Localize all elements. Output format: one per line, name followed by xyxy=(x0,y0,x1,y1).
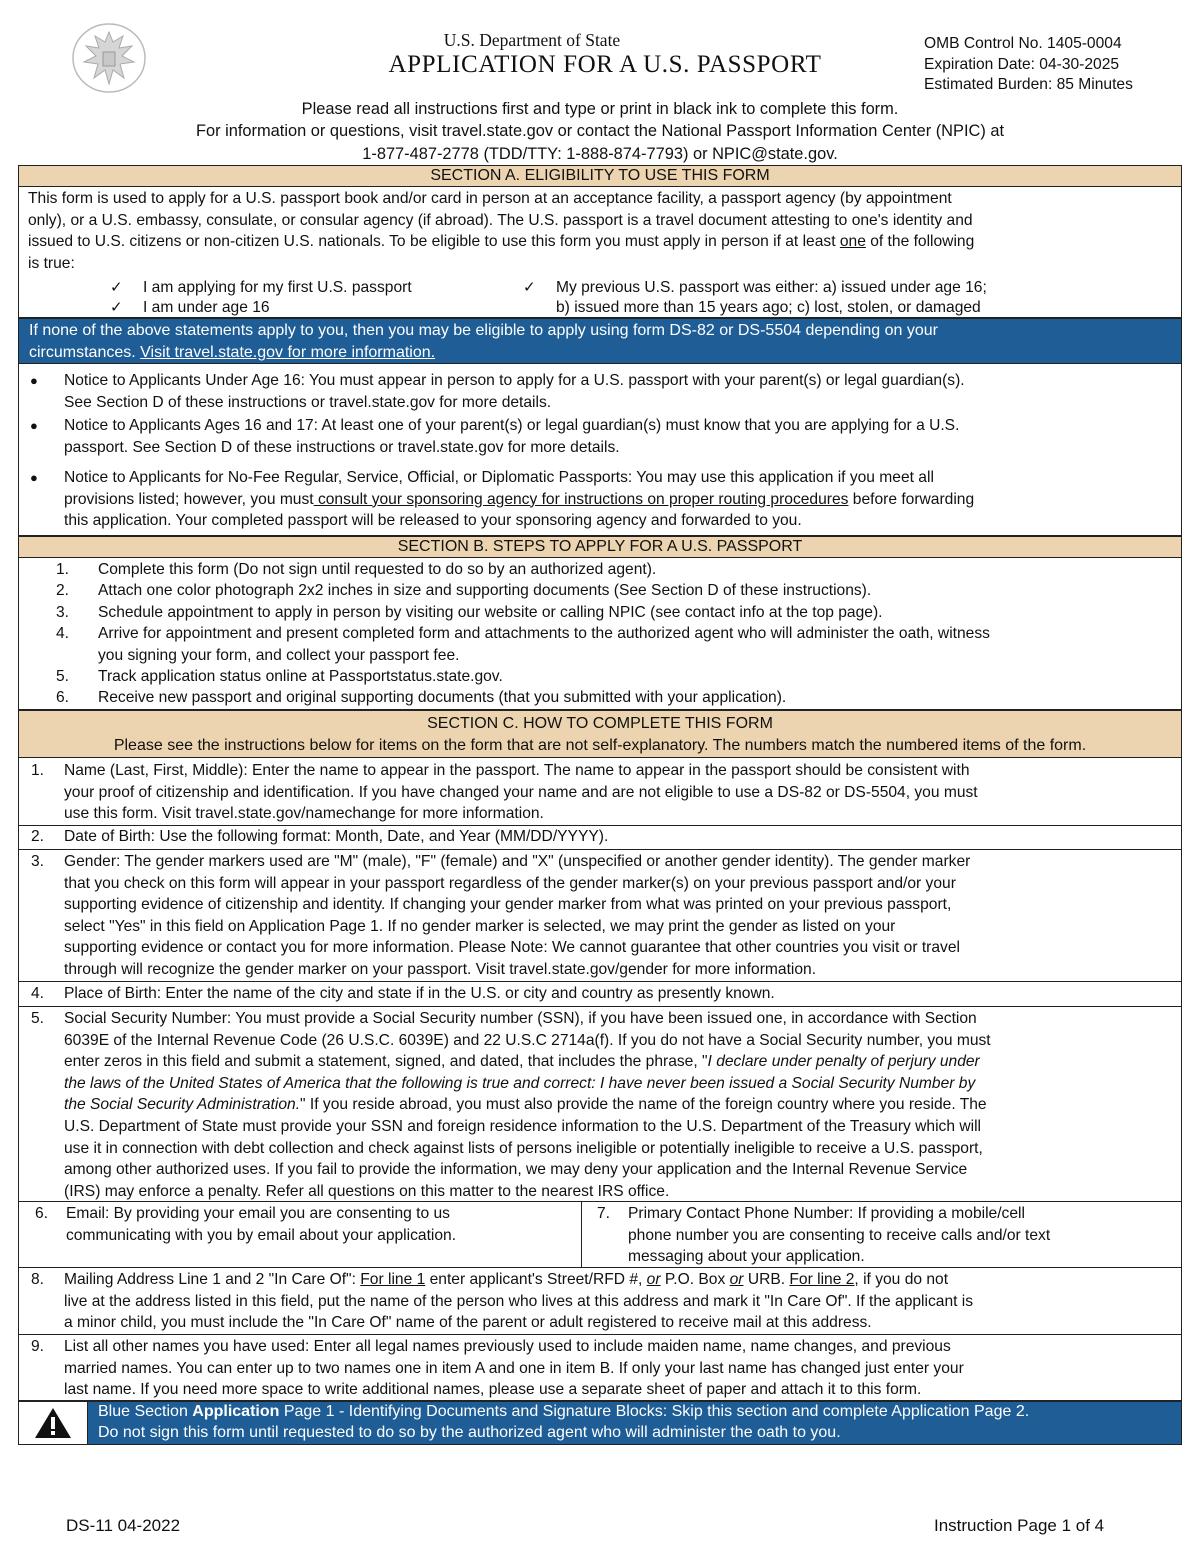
notice-line xyxy=(98,1402,1171,1423)
checkmark-icon: ✓ xyxy=(523,279,536,296)
notice-text: before forwarding xyxy=(848,490,975,508)
notice-line xyxy=(64,489,974,511)
section-a-intro xyxy=(28,188,1174,274)
item-line: phone number you are consenting to receive calls and/or text xyxy=(628,1226,1051,1244)
item-number: 6. xyxy=(34,1205,48,1222)
notice-line: passport. See Section D of these instructions or travel.state.gov for more details. xyxy=(64,438,620,456)
item-line: Email: By providing your email you are consenting to us xyxy=(66,1205,450,1222)
intro-line: only), or a U.S. embassy, consulate, or consular agency (if abroad). The U.S. passport is a travel document attesting to one's identity and xyxy=(28,211,973,229)
item-line: among other authorized uses. If you fail to provide the information, we may deny your application and the Internal Revenue Service xyxy=(64,1161,968,1179)
step-number: 4. xyxy=(56,625,70,643)
intro-line: is true: xyxy=(28,254,75,272)
item-number: 8. xyxy=(30,1271,44,1288)
divider xyxy=(581,1201,582,1267)
step-text: Track application status online at Passportstatus.state.gov. xyxy=(98,668,503,686)
item-number: 7. xyxy=(596,1205,610,1222)
item-line: that you check on this form will appear in your passport regardless of the gender marker(s) on your previous passport and/or your xyxy=(64,874,956,892)
item-emphasis: For line 1 xyxy=(360,1271,426,1288)
banner-line xyxy=(29,342,1171,364)
item-line: messaging about your application. xyxy=(628,1248,865,1266)
step-row xyxy=(56,602,990,623)
step-row xyxy=(56,623,990,644)
item-line: U.S. Department of State must provide your SSN and foreign residence information to the U.S. Department of the Treasury which will xyxy=(64,1117,981,1135)
banner-text: circumstances. xyxy=(29,343,141,361)
item-line: use this form. Visit travel.state.gov/namechange for more information. xyxy=(64,805,544,823)
bullet-icon: ● xyxy=(30,470,38,485)
checkmark-icon: ✓ xyxy=(110,279,123,296)
step-number: 3. xyxy=(56,603,70,621)
divider xyxy=(18,981,1182,982)
blue-section-notice xyxy=(88,1401,1182,1445)
notice-text: provisions listed; however, you must xyxy=(64,490,314,508)
intro-text: of the following xyxy=(865,233,975,251)
item-line: your proof of citizenship and identification. If you have changed your name and are not eligible to use a DS-82 or DS-5504, you must xyxy=(64,783,978,801)
item-1-name xyxy=(64,760,978,825)
estimated-burden: Estimated Burden: 85 Minutes xyxy=(924,76,1133,93)
warning-triangle-icon xyxy=(33,1406,73,1440)
eligibility-under-16: I am under age 16 xyxy=(143,299,270,316)
notice-emphasis: Application xyxy=(192,1403,280,1420)
item-emphasis: or xyxy=(729,1271,744,1288)
item-emphasis: or xyxy=(646,1271,661,1288)
more-info-link[interactable]: Visit travel.state.gov for more information. xyxy=(140,343,436,361)
step-row xyxy=(56,580,990,601)
notice-emphasis: consult your sponsoring agency for instructions on proper routing procedures xyxy=(313,490,849,508)
item-text: enter zeros in this field and submit a statement, signed, and dated, that includes the phrase, " xyxy=(64,1053,708,1071)
item-line: Name (Last, First, Middle): Enter the name to appear in the passport. The name to appear in the passport should be consistent with xyxy=(64,762,970,779)
section-b-heading: SECTION B. STEPS TO APPLY FOR A U.S. PASSPORT xyxy=(18,536,1182,558)
form-title: APPLICATION FOR A U.S. PASSPORT xyxy=(388,51,822,78)
intro-emphasis: one xyxy=(839,233,866,251)
banner-line: If none of the above statements apply to you, then you may be eligible to apply using form DS-82 or DS-5504 depending on your xyxy=(29,322,939,339)
divider xyxy=(18,1006,1182,1007)
item-line xyxy=(64,1269,973,1291)
item-text: URB. xyxy=(743,1271,790,1288)
item-line: supporting evidence of citizenship and identity. If changing your gender marker from what was printed on your previous passport, xyxy=(64,896,952,914)
item-text: " If you reside abroad, you must also provide the name of the foreign country where you reside. The xyxy=(300,1096,987,1114)
item-line: 6039E of the Internal Revenue Code (26 U.S.C. 6039E) and 22 U.S.C 2714a(f). If you do not have a Social Security number, you must xyxy=(64,1031,991,1049)
item-line xyxy=(64,1094,991,1116)
notice-line: Do not sign this form until requested to do so by the authorized agent who will administer the oath to you. xyxy=(98,1423,841,1441)
eligibility-previous-passport: My previous U.S. passport was either: a) issued under age 16; xyxy=(556,279,987,296)
header-line-3: 1-877-487-2778 (TDD/TTY: 1-888-874-7793) or NPIC@state.gov. xyxy=(362,144,838,163)
perjury-statement: the laws of the United States of America that the following is true and correct: I have never been issued a Social Security Number by xyxy=(64,1074,976,1092)
notice-ages-16-17 xyxy=(64,415,959,458)
divider xyxy=(18,1201,1182,1202)
item-line: Social Security Number: You must provide a Social Security number (SSN), if you have been issued one, in accordance with Section xyxy=(64,1010,977,1027)
item-line: supporting evidence or contact you for more information. Please Note: We cannot guarantee that other countries you visit or travel xyxy=(64,939,960,957)
omb-control-number: OMB Control No. 1405-0004 xyxy=(924,35,1122,52)
step-row xyxy=(56,645,990,666)
intro-line: This form is used to apply for a U.S. passport book and/or card in person at an acceptance facility, a passport agency (by appointment xyxy=(28,190,952,207)
expiration-date: Expiration Date: 04-30-2025 xyxy=(924,55,1120,73)
item-text: Mailing Address Line 1 and 2 "In Care Of": xyxy=(64,1271,361,1288)
checkmark-icon: ✓ xyxy=(110,299,123,316)
item-text: P.O. Box xyxy=(660,1271,730,1288)
divider xyxy=(18,1267,1182,1268)
section-c-heading-block xyxy=(18,710,1182,758)
item-number: 2. xyxy=(30,828,44,845)
form-identifier: DS-11 04-2022 xyxy=(66,1516,181,1535)
eligibility-previous-passport-cont: b) issued more than 15 years ago; c) lost, stolen, or damaged xyxy=(556,299,981,316)
item-emphasis: For line 2 xyxy=(789,1271,855,1288)
step-text: Complete this form (Do not sign until requested to do so by an authorized agent). xyxy=(98,561,657,578)
notice-text: Blue Section xyxy=(98,1403,193,1420)
page-number: Instruction Page 1 of 4 xyxy=(934,1516,1105,1535)
divider xyxy=(18,1334,1182,1335)
item-number: 3. xyxy=(30,853,44,870)
step-text: you signing your form, and collect your passport fee. xyxy=(98,646,460,664)
item-9-other-names xyxy=(64,1336,964,1401)
item-number: 1. xyxy=(30,762,44,779)
item-6-email xyxy=(66,1203,456,1246)
item-number: 5. xyxy=(30,1010,44,1027)
item-line: Primary Contact Phone Number: If providing a mobile/cell xyxy=(628,1205,1025,1222)
header-line-1: Please read all instructions first and type or print in black ink to complete this form. xyxy=(301,100,899,118)
section-a-heading: SECTION A. ELIGIBILITY TO USE THIS FORM xyxy=(18,165,1182,187)
divider xyxy=(18,849,1182,850)
notice-line: Notice to Applicants Under Age 16: You must appear in person to apply for a U.S. passport with your parent(s) or legal guardian(s). xyxy=(64,372,965,389)
item-4-place-of-birth: Place of Birth: Enter the name of the city and state if in the U.S. or city and country as presently known. xyxy=(64,985,775,1002)
item-number: 9. xyxy=(30,1338,44,1355)
item-number: 4. xyxy=(30,985,44,1002)
step-row xyxy=(56,687,990,708)
notice-line: Notice to Applicants for No-Fee Regular, Service, Official, or Diplomatic Passports: You may use this application if you meet all xyxy=(64,469,934,486)
item-line: List all other names you have used: Enter all legal names previously used to include maiden name, name changes, and previous xyxy=(64,1338,951,1355)
item-line: married names. You can enter up to two names one in item A and one in item B. If only your last name has changed just enter your xyxy=(64,1359,964,1377)
notice-under-16 xyxy=(64,370,965,413)
item-5-ssn xyxy=(64,1008,991,1202)
notice-line: See Section D of these instructions or travel.state.gov for more details. xyxy=(64,393,552,411)
step-text: Arrive for appointment and present completed form and attachments to the authorized agent who will administer the oath, witness xyxy=(98,625,990,643)
step-row xyxy=(56,666,990,687)
step-text: Schedule appointment to apply in person by visiting our website or calling NPIC (see contact info at the top page). xyxy=(98,603,883,621)
item-line: (IRS) may enforce a penalty. Refer all questions on this matter to the nearest IRS office. xyxy=(64,1182,670,1200)
notice-no-fee-passports xyxy=(64,467,974,532)
item-7-phone xyxy=(628,1203,1050,1268)
item-line: a minor child, you must include the "In Care Of" name of the parent or adult registered to receive mail at this address. xyxy=(64,1314,872,1332)
bullet-icon: ● xyxy=(30,373,38,388)
item-line: through will recognize the gender marker on your passport. Visit travel.state.gov/gender for more information. xyxy=(64,960,817,978)
step-number: 6. xyxy=(56,689,70,707)
step-number: 1. xyxy=(56,561,70,578)
section-c-subheading: Please see the instructions below for items on the form that are not self-explanatory. The numbers match the numbered items of the form. xyxy=(113,736,1087,754)
notice-line: Notice to Applicants Ages 16 and 17: At least one of your parent(s) or legal guardian(s) must know that you are applying for a U.S. xyxy=(64,417,960,434)
section-a-alternate-forms-banner xyxy=(18,318,1182,364)
notice-line: this application. Your completed passport will be released to your sponsoring agency and forwarded to you. xyxy=(64,512,802,530)
step-text: Receive new passport and original supporting documents (that you submitted with your application). xyxy=(98,689,787,707)
item-line: live at the address listed in this field, put the name of the person who lives at this address and mark it "In Care Of". If the applicant is xyxy=(64,1292,974,1310)
bullet-icon: ● xyxy=(30,418,38,433)
notice-text: Page 1 - Identifying Documents and Signature Blocks: Skip this section and complete Application Page 2. xyxy=(279,1403,1030,1420)
item-2-date-of-birth: Date of Birth: Use the following format: Month, Date, and Year (MM/DD/YYYY). xyxy=(64,828,609,845)
item-line xyxy=(64,1051,991,1073)
step-number: 5. xyxy=(56,668,70,686)
item-line: Gender: The gender markers used are "M" (male), "F" (female) and "X" (unspecified or another gender identity). The gender marker xyxy=(64,853,971,870)
item-text: , if you do not xyxy=(854,1271,949,1288)
perjury-statement: I declare under penalty of perjury under xyxy=(707,1053,980,1071)
item-line: use it in connection with debt collection and check against lists of persons ineligible or potentially ineligible to receive a U.S. passport, xyxy=(64,1139,983,1157)
section-b-steps xyxy=(56,559,990,709)
item-line: last name. If you need more space to write additional names, please use a separate sheet of paper and attach it to this form. xyxy=(64,1381,922,1399)
intro-line xyxy=(28,231,1174,253)
item-8-mailing-address xyxy=(64,1269,973,1334)
item-3-gender xyxy=(64,851,970,981)
warning-box xyxy=(18,1401,88,1445)
omb-block xyxy=(924,34,1133,96)
header-line-2: For information or questions, visit travel.state.gov or contact the National Passport Information Center (NPIC) at xyxy=(195,122,1005,141)
step-number: 2. xyxy=(56,582,70,600)
item-line: select "Yes" in this field on Application Page 1. If no gender marker is selected, we may print the gender as listed on your xyxy=(64,917,896,935)
intro-text: issued to U.S. citizens or non-citizen U.S. nationals. To be eligible to use this form you must apply in person if at least xyxy=(28,233,840,251)
step-text: Attach one color photograph 2x2 inches in size and supporting documents (See Section D of these instructions). xyxy=(98,582,872,600)
section-c-heading: SECTION C. HOW TO COMPLETE THIS FORM xyxy=(427,715,773,732)
item-text: enter applicant's Street/RFD #, xyxy=(425,1271,647,1288)
eligibility-first-passport: I am applying for my first U.S. passport xyxy=(143,279,412,296)
item-line: communicating with you by email about your application. xyxy=(66,1226,457,1244)
department-name: U.S. Department of State xyxy=(443,30,621,50)
step-row xyxy=(56,559,990,580)
perjury-statement: the Social Security Administration. xyxy=(64,1096,301,1114)
header-instructions xyxy=(0,98,1200,165)
